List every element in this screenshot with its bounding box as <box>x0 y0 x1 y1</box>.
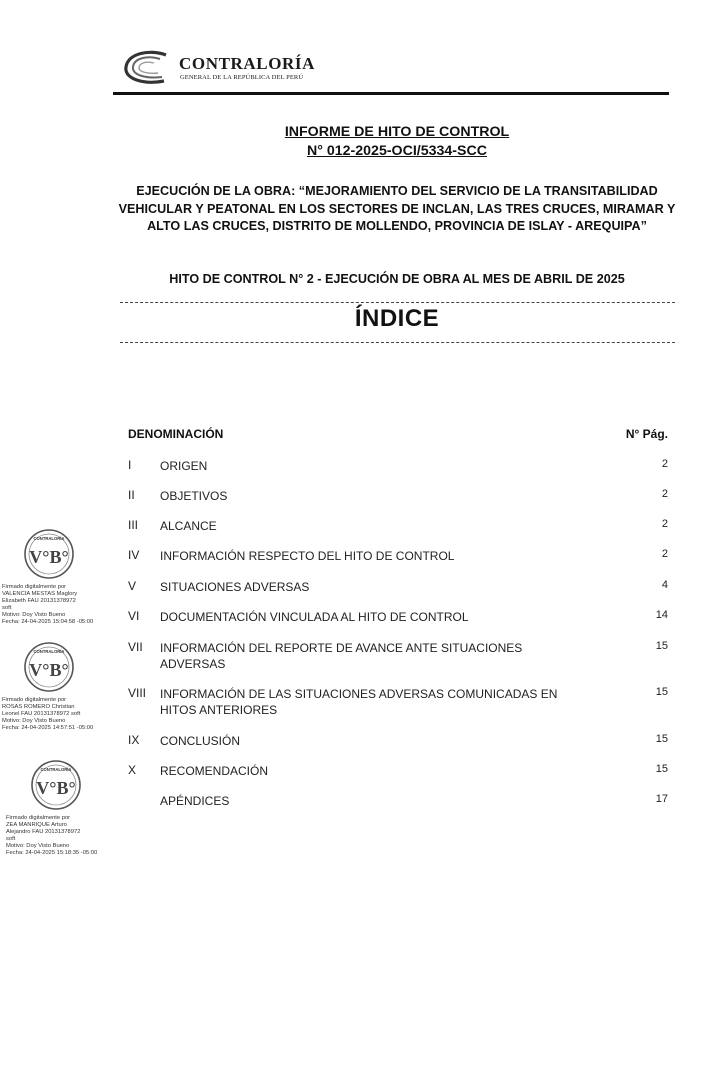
signature-line: Firmado digitalmente por <box>6 815 71 821</box>
toc-item-label: SITUACIONES ADVERSAS <box>160 580 310 594</box>
obra-description: EJECUCIÓN DE LA OBRA: “MEJORAMIENTO DEL SERVICIO DE LA TRANSITABILIDAD VEHICULAR Y PEATONAL EN LOS SECTORES DE INCLAN, LAS TRES CRUCES, MIRAMAR Y ALTO LAS CRUCES, DISTRITO DE MOLLENDO, PROVINCIA DE ISLAY - AREQUIPA” <box>118 184 676 233</box>
signature-reason: Motivo: Doy Visto Bueno <box>2 718 66 724</box>
toc-item-label: RECOMENDACIÓN <box>160 764 269 778</box>
toc-item-page: 2 <box>661 548 668 560</box>
toc-item-number: VI <box>128 609 140 623</box>
signature-signer: ROSAS ROMERO Christian <box>2 704 75 710</box>
toc-item-page: 4 <box>661 579 668 591</box>
signature-signer: ZEA MANRIQUE Arturo <box>6 822 67 828</box>
toc-item-page: 15 <box>655 733 668 745</box>
toc-item-label: INFORMACIÓN RESPECTO DEL HITO DE CONTROL <box>160 549 455 563</box>
toc-item-number: IV <box>128 548 140 562</box>
signature-line: Elizabeth FAU 20131378972 <box>2 598 76 604</box>
signature-reason: Motivo: Doy Visto Bueno <box>2 612 66 618</box>
digital-signature-rosas[interactable] <box>0 641 112 741</box>
seal-vb-text: V°B° <box>29 660 69 680</box>
toc-item-label: INFORMACIÓN DEL REPORTE DE AVANCE ANTE SITUACIONES ADVERSAS <box>160 641 523 671</box>
signature-line: Firmado digitalmente por <box>2 584 67 590</box>
seal-vb-text: V°B° <box>29 547 69 567</box>
toc-item-page: 15 <box>655 686 668 698</box>
toc-item-page: 2 <box>661 458 668 470</box>
toc-item-number: I <box>128 458 132 472</box>
digital-signature-zea[interactable] <box>0 759 112 864</box>
toc-item-page: 17 <box>655 793 668 805</box>
visto-bueno-seal-icon <box>30 759 82 811</box>
toc-item-page: 15 <box>655 763 668 775</box>
contraloria-logo <box>122 48 352 92</box>
toc-item-label: OBJETIVOS <box>160 489 228 503</box>
signature-line: Leonel FAU 20131378972 soft <box>2 711 81 717</box>
report-title-line1: INFORME DE HITO DE CONTROL <box>284 124 510 140</box>
digital-signature-valencia[interactable] <box>0 528 112 628</box>
contraloria-swoosh-icon <box>122 50 172 86</box>
divider-bottom <box>120 342 675 343</box>
toc-item-number: VIII <box>128 686 147 700</box>
logo-name: CONTRALORÍA <box>179 54 316 73</box>
signature-date: Fecha: 24-04-2025 14:57:51 -05:00 <box>2 725 94 731</box>
toc-header-page: N° Pág. <box>625 427 668 441</box>
toc-item-page: 2 <box>661 488 668 500</box>
toc-item-page: 2 <box>661 518 668 530</box>
toc-item-number: VII <box>128 640 143 654</box>
signature-line: soft <box>2 605 12 611</box>
seal-org-text: CONTRALORÍA <box>33 649 65 654</box>
header-rule <box>113 92 669 95</box>
toc-item-number: II <box>128 488 135 502</box>
toc-header-label: DENOMINACIÓN <box>128 427 224 441</box>
toc-item-label: ORIGEN <box>160 459 208 473</box>
logo-subtitle: GENERAL DE LA REPÚBLICA DEL PERÚ <box>180 74 304 81</box>
hito-heading: HITO DE CONTROL N° 2 - EJECUCIÓN DE OBRA AL MES DE ABRIL DE 2025 <box>169 272 625 286</box>
report-number: N° 012-2025-OCI/5334-SCC <box>307 143 487 159</box>
toc-item-label: INFORMACIÓN DE LAS SITUACIONES ADVERSAS COMUNICADAS EN HITOS ANTERIORES <box>160 687 558 717</box>
divider-top <box>120 302 675 303</box>
toc-item-number: X <box>128 763 137 777</box>
toc-item-number: IX <box>128 733 140 747</box>
seal-org-text: CONTRALORÍA <box>33 536 65 541</box>
seal-org-text: CONTRALORÍA <box>40 767 72 772</box>
signature-details <box>6 815 126 857</box>
signature-signer: VALENCIA MESTAS Maglory <box>2 591 78 597</box>
signature-date: Fecha: 24-04-2025 15:04:58 -05:00 <box>2 619 94 625</box>
signature-line: Alejandro FAU 20131378972 <box>6 829 81 835</box>
signature-date: Fecha: 24-04-2025 15:18:35 -05:00 <box>6 850 98 856</box>
toc-item-number: V <box>128 579 137 593</box>
toc-item-label: APÉNDICES <box>160 794 230 808</box>
signature-details <box>2 584 122 626</box>
visto-bueno-seal-icon <box>23 641 75 693</box>
toc-item-label: DOCUMENTACIÓN VINCULADA AL HITO DE CONTROL <box>160 610 469 624</box>
signature-line: Firmado digitalmente por <box>2 697 67 703</box>
toc-item-label: ALCANCE <box>160 519 217 533</box>
toc-item-label: CONCLUSIÓN <box>160 734 241 748</box>
toc-item-page: 14 <box>655 609 668 621</box>
toc-item-page: 15 <box>655 640 668 652</box>
toc-item-number: III <box>128 518 139 532</box>
report-title <box>113 123 681 161</box>
visto-bueno-seal-icon <box>23 528 75 580</box>
seal-vb-text: V°B° <box>36 778 76 798</box>
section-title: ÍNDICE <box>354 305 440 332</box>
signature-line: soft <box>6 836 16 842</box>
signature-details <box>2 697 122 732</box>
signature-reason: Motivo: Doy Visto Bueno <box>6 843 70 849</box>
